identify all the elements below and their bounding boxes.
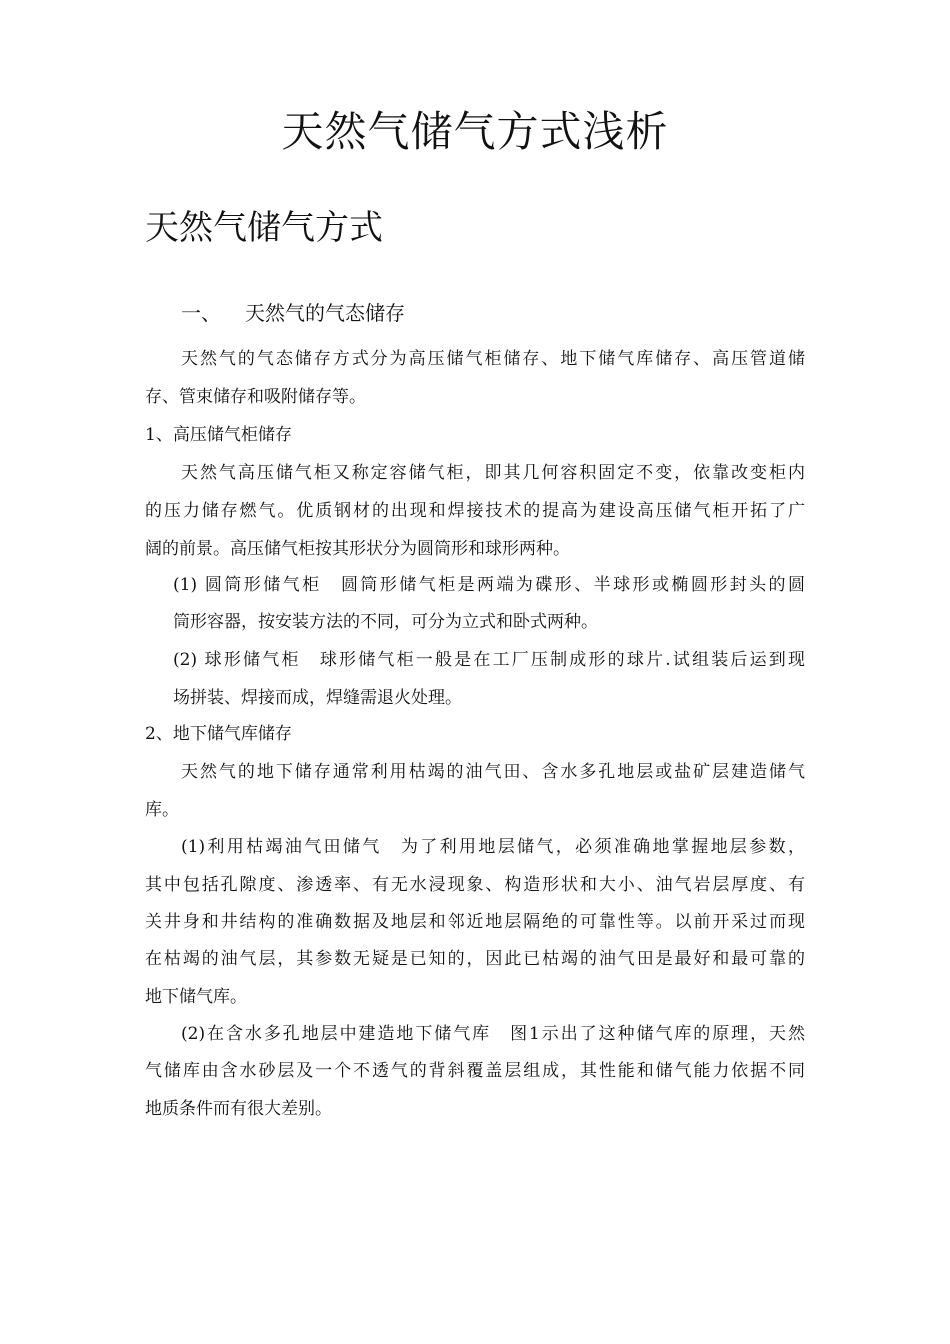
subsection-heading: 2、地下储气库储存 <box>145 724 292 744</box>
document-title: 天然气储气方式浅析 <box>281 107 669 156</box>
body-line: 的压力储存燃气。优质钢材的出现和焊接技术的提高为建设高压储气柜开拓了广 <box>145 501 805 521</box>
list-item-line: (1) 圆筒形储气柜 圆筒形储气柜是两端为碟形、半球形或椭圆形封头的圆 <box>173 575 805 595</box>
list-item-line: 场拼装、焊接而成，焊缝需退火处理。 <box>173 688 462 708</box>
sub-heading-text: 天然气的气态储存 <box>245 301 405 325</box>
body-line: 在枯竭的油气层，其参数无疑是已知的，因此已枯竭的油气田是最好和最可靠的 <box>145 949 805 969</box>
subsection-heading: 1、高压储气柜储存 <box>145 425 292 445</box>
sub-heading-number: 一、 <box>181 301 221 325</box>
section-heading: 天然气储气方式 <box>145 208 383 248</box>
list-item-line: 筒形容器，按安装方法的不同，可分为立式和卧式两种。 <box>173 612 598 632</box>
body-line: 气储库由含水砂层及一个不透气的背斜覆盖层组成，其性能和储气能力依据不同 <box>145 1061 805 1081</box>
body-line: 其中包括孔隙度、渗透率、有无水浸现象、构造形状和大小、油气岩层厚度、有 <box>145 875 805 895</box>
body-line: 天然气的气态储存方式分为高压储气柜储存、地下储气库储存、高压管道储 <box>181 349 805 369</box>
list-item-line: (2) 球形储气柜 球形储气柜一般是在工厂压制成形的球片.试组装后运到现 <box>173 650 805 670</box>
body-line: 阔的前景。高压储气柜按其形状分为圆筒形和球形两种。 <box>145 539 570 559</box>
body-line: 地质条件而有很大差别。 <box>145 1099 332 1119</box>
body-line: 天然气的地下储存通常利用枯竭的油气田、含水多孔地层或盐矿层建造储气 <box>181 762 805 782</box>
body-line: (1)利用枯竭油气田储气 为了利用地层储气，必须准确地掌握地层参数， <box>181 837 805 857</box>
body-line: 地下储气库。 <box>145 987 247 1007</box>
body-line: 库。 <box>145 800 179 820</box>
body-line: (2)在含水多孔地层中建造地下储气库 图1示出了这种储气库的原理，天然 <box>181 1024 805 1044</box>
body-line: 存、管束储存和吸附储存等。 <box>145 387 366 407</box>
body-line: 关井身和井结构的准确数据及地层和邻近地层隔绝的可靠性等。以前开采过而现 <box>145 912 805 932</box>
sub-heading <box>181 298 405 328</box>
body-line: 天然气高压储气柜又称定容储气柜，即其几何容积固定不变，依靠改变柜内 <box>181 463 805 483</box>
